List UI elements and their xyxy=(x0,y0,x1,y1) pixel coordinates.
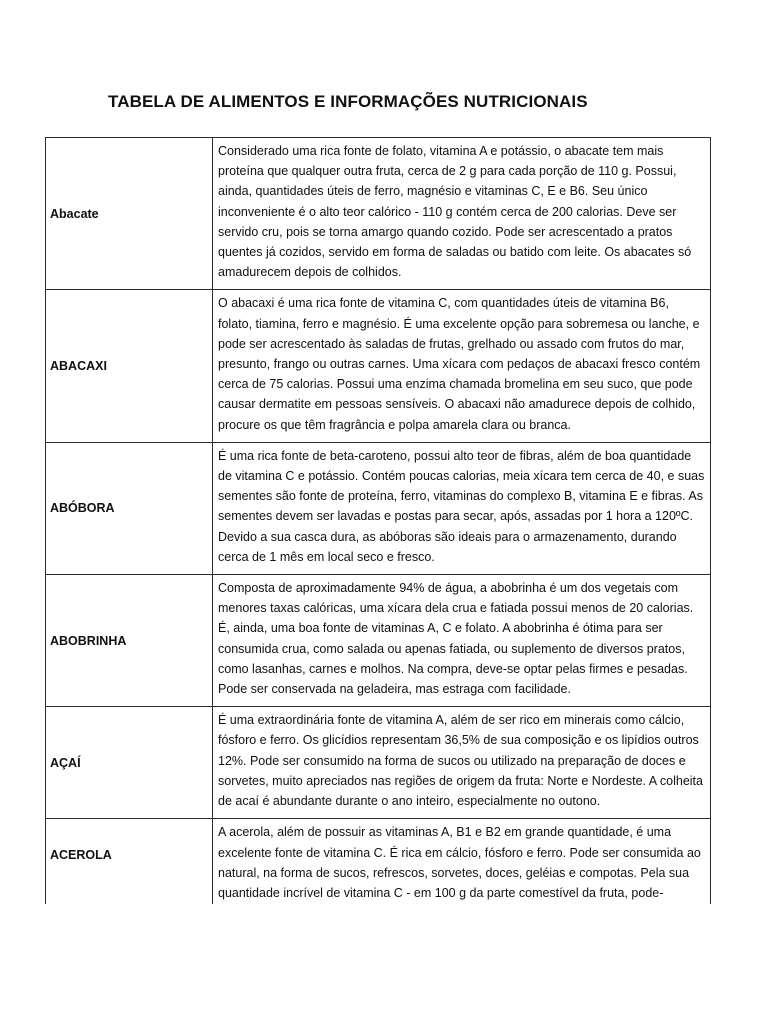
food-description: A acerola, além de possuir as vitaminas A, B1 e B2 em grande quantidade, é uma excelente fonte de vitamina C. É rica em cálcio, fósforo e ferro. Pode ser consumida ao natural, na forma de sucos, refrescos, sorvetes, doces, geléias e compotas. Pela sua quantidade incrível de vitamina C - em 100 g da parte comestível da fruta, pode- xyxy=(218,825,701,900)
food-description: É uma rica fonte de beta-caroteno, possui alto teor de fibras, além de boa quantidade de vitamina C e potássio. Contém poucas calorias, meia xícara tem cerca de 40, e suas sementes são fonte de proteína, ferro, vitaminas do complexo B, vitamina E e fibras. As sementes devem ser lavadas e postas para secar, após, assadas por 1 hora a 120ºC. Devido a sua casca dura, as abóboras são ideais para o armazenamento, durando cerca de 1 mês em local seco e fresco. xyxy=(213,442,711,574)
food-description-cell xyxy=(213,819,711,905)
food-table xyxy=(45,137,711,904)
table-row xyxy=(46,290,711,442)
food-name: ABOBRINHA xyxy=(46,575,213,707)
food-name: ACEROLA xyxy=(46,819,213,905)
food-description: O abacaxi é uma rica fonte de vitamina C, com quantidades úteis de vitamina B6, folato, tiamina, ferro e magnésio. É uma excelente opção para sobremesa ou lanche, e pode ser acrescentado às saladas de frutas, grelhado ou assado com frutos do mar, presunto, frango ou outras carnes. Uma xícara com pedaços de abacaxi fresco contém cerca de 75 calorias. Possui uma enzima chamada bromelina em seu suco, que pode causar dermatite em pessoas sensíveis. O abacaxi não amadurece depois de colhido, procure os que têm fragrância e polpa amarela clara ou branca. xyxy=(213,290,711,442)
table-row xyxy=(46,707,711,819)
food-name: ABÓBORA xyxy=(46,442,213,574)
food-description: É uma extraordinária fonte de vitamina A, além de ser rico em minerais como cálcio, fósforo e ferro. Os glicídios representam 36,5% de sua composição e os lipídios outros 12%. Pode ser consumido na forma de sucos ou utilizado na preparação de doces e sorvetes, muito apreciados nas regiões de origem da fruta: Norte e Nordeste. A colheita de acaí é abundante durante o ano inteiro, especialmente no outono. xyxy=(213,707,711,819)
food-name: Abacate xyxy=(46,138,213,290)
food-name: AÇAÍ xyxy=(46,707,213,819)
table-row xyxy=(46,575,711,707)
food-name: ABACAXI xyxy=(46,290,213,442)
page-title: TABELA DE ALIMENTOS E INFORMAÇÕES NUTRICIONAIS xyxy=(108,92,588,111)
food-description: Considerado uma rica fonte de folato, vitamina A e potássio, o abacate tem mais proteína que qualquer outra fruta, cerca de 2 g para cada porção de 110 g. Possui, ainda, quantidades úteis de ferro, magnésio e vitaminas C, E e B6. Seu único inconveniente é o alto teor calórico - 110 g contém cerca de 200 calorias. Deve ser servido cru, pois se torna amargo quando cozido. Pode ser acrescentado a pratos quentes já cozidos, servido em forma de saladas ou batido com leite. Os abacates só amadurecem depois de colhidos. xyxy=(213,138,711,290)
table-row xyxy=(46,442,711,574)
table-row xyxy=(46,138,711,290)
table-row xyxy=(46,819,711,905)
food-description: Composta de aproximadamente 94% de água, a abobrinha é um dos vegetais com menores taxas calóricas, uma xícara dela crua e fatiada possui menos de 20 calorias. É, ainda, uma boa fonte de vitaminas A, C e folato. A abobrinha é ótima para ser consumida crua, como salada ou apenas fatiada, ou suplemento de diversos pratos, como lasanhas, carnes e molhos. Na compra, deve-se optar pelas firmes e pesadas. Pode ser conservada na geladeira, mas estraga com facilidade. xyxy=(213,575,711,707)
